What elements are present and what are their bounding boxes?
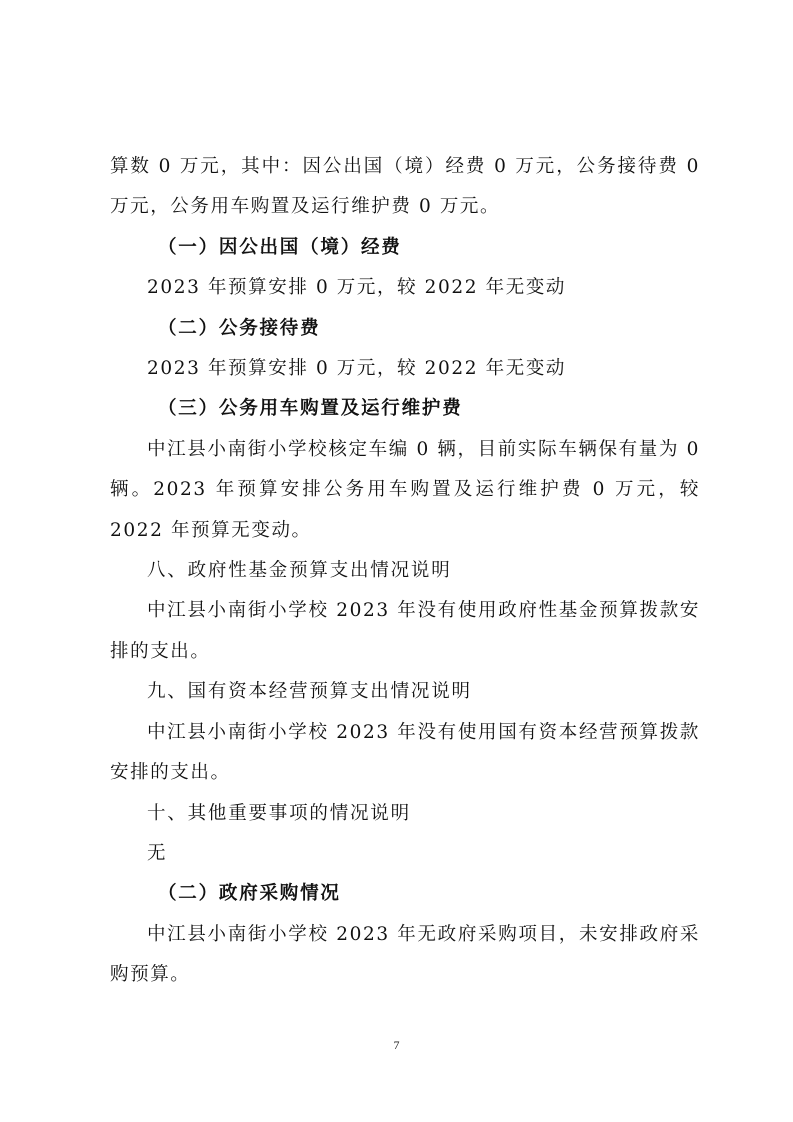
heading-other-important-matters: 十、其他重要事项的情况说明 xyxy=(147,802,411,824)
heading-official-reception-expenses: （二）公务接待费 xyxy=(158,317,321,339)
paragraph-overseas-travel-budget: 2023 年预算安排 0 万元，较 2022 年无变动 xyxy=(147,277,567,299)
heading-state-capital-budget: 九、国有资本经营预算支出情况说明 xyxy=(147,681,472,703)
heading-official-vehicle-expenses: （三）公务用车购置及运行维护费 xyxy=(158,398,463,420)
heading-overseas-travel-expenses: （一）因公出国（境）经费 xyxy=(158,236,402,258)
paragraph-state-capital-budget: 中江县小南街小学校 2023 年没有使用国有资本经营预算拨款安排的支出。 xyxy=(110,721,700,784)
heading-government-procurement: （二）政府采购情况 xyxy=(158,883,341,905)
budget-summary-continuation: 算数 0 万元，其中：因公出国（境）经费 0 万元，公务接待费 0 万元，公务用车购置及运行维护费 0 万元。 xyxy=(110,156,700,218)
paragraph-official-vehicle-budget: 中江县小南街小学校核定车编 0 辆，目前实际车辆保有量为 0 辆。2023 年预算安排公务用车购置及运行维护费 0 万元，较 2022 年预算无变动。 xyxy=(110,438,700,541)
paragraph-government-fund-budget: 中江县小南街小学校 2023 年没有使用政府性基金预算拨款安排的支出。 xyxy=(110,600,700,662)
page-number: 7 xyxy=(393,1038,400,1052)
document-body xyxy=(110,147,700,996)
paragraph-government-procurement: 中江县小南街小学校 2023 年无政府采购项目，未安排政府采购预算。 xyxy=(110,923,700,986)
paragraph-official-reception-budget: 2023 年预算安排 0 万元，较 2022 年无变动 xyxy=(147,358,567,380)
heading-government-fund-budget: 八、政府性基金预算支出情况说明 xyxy=(147,560,452,582)
other-important-matters-none: 无 xyxy=(147,842,168,864)
